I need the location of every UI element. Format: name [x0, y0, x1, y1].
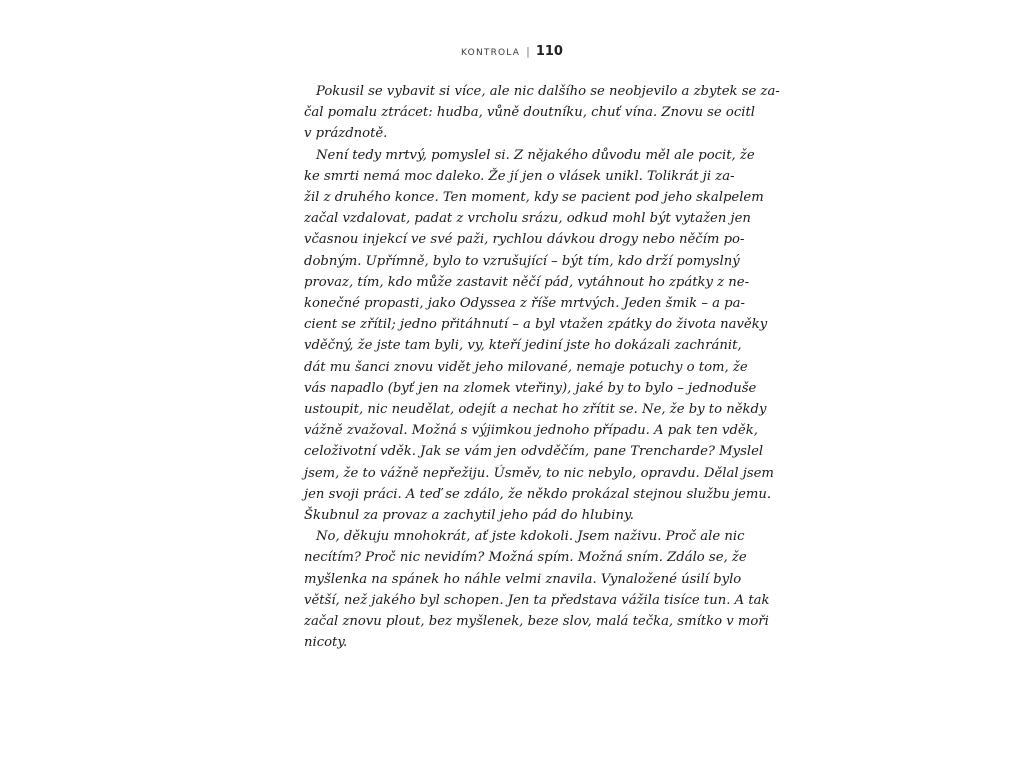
paragraph-1 — [304, 81, 780, 145]
text-line: dobným. Upřímně, bylo to vzrušující – být tím, kdo drží pomyslný — [304, 253, 740, 269]
text-line: vděčný, že jste tam byli, vy, kteří jediní jste ho dokázali zachránit, — [304, 338, 742, 354]
text-line: Škubnul za provaz a zachytil jeho pád do hlubiny. — [304, 508, 634, 524]
text-line: čal pomalu ztrácet: hudba, vůně doutníku, chuť vína. Znovu se ocitl — [304, 105, 755, 121]
section-title: KONTROLA — [461, 48, 521, 58]
text-line: včasnou injekcí ve své paži, rychlou dávkou drogy nebo něčím po- — [304, 232, 745, 248]
header-separator: | — [526, 45, 530, 58]
text-line: dát mu šanci znovu vidět jeho milované, nemaje potuchy o tom, že — [304, 359, 748, 375]
text-line: ustoupit, nic neudělat, odejít a nechat ho zřítit se. Ne, že by to někdy — [304, 402, 767, 418]
paragraph-2 — [304, 145, 774, 527]
text-line: vážně zvažoval. Možná s výjimkou jednoho případu. A pak ten vděk, — [304, 423, 758, 439]
text-line: necítím? Proč nic nevidím? Možná spím. Možná sním. Zdálo se, že — [304, 550, 747, 566]
text-line: větší, než jakého byl schopen. Jen ta představa vážila tisíce tun. A tak — [304, 592, 770, 608]
text-line: konečné propasti, jako Odyssea z říše mrtvých. Jeden šmik – a pa- — [304, 296, 745, 312]
text-line: v prázdnotě. — [304, 126, 388, 142]
text-line: začal vzdalovat, padat z vrcholu srázu, odkud mohl být vytažen jen — [304, 211, 751, 227]
text-line: Pokusil se vybavit si více, ale nic dalšího se neobjevilo a zbytek se za- — [316, 84, 780, 99]
running-header — [0, 42, 1024, 61]
text-line: celoživotní vděk. Jak se vám jen odvděčím, pane Trencharde? Myslel — [304, 444, 764, 460]
text-line: Není tedy mrtvý, pomyslel si. Z nějakého důvodu měl ale pocit, že — [316, 147, 755, 163]
paragraph-3 — [304, 526, 770, 653]
text-line: jsem, že to vážně nepřežiju. Úsměv, to nic nebylo, opravdu. Dělal jsem — [304, 465, 774, 481]
text-line: nicoty. — [304, 635, 348, 651]
page-number: 110 — [535, 44, 563, 59]
text-line: začal znovu plout, bez myšlenek, beze slov, malá tečka, smítko v moři — [304, 614, 769, 630]
text-line: myšlenka na spánek ho náhle velmi znavila. Vynaložené úsilí bylo — [304, 571, 742, 587]
text-line: vás napadlo (byť jen na zlomek vteřiny), jaké by to bylo – jednoduše — [304, 380, 757, 396]
text-line: No, děkuju mnohokrát, ať jste kdokoli. Jsem naživu. Proč ale nic — [316, 529, 745, 545]
body-text — [304, 81, 780, 653]
text-line: provaz, tím, kdo může zastavit něčí pád, vytáhnout ho zpátky z ne- — [304, 274, 750, 290]
text-line: cient se zřítil; jedno přitáhnutí – a byl vtažen zpátky do života navěky — [304, 317, 768, 333]
text-line: ke smrti nemá moc daleko. Že jí jen o vlásek unikl. Tolikrát ji za- — [304, 168, 735, 184]
text-line: jen svoji práci. A teď se zdálo, že někdo prokázal stejnou službu jemu. — [304, 486, 772, 502]
text-line: žil z druhého konce. Ten moment, kdy se pacient pod jeho skalpelem — [304, 190, 764, 206]
